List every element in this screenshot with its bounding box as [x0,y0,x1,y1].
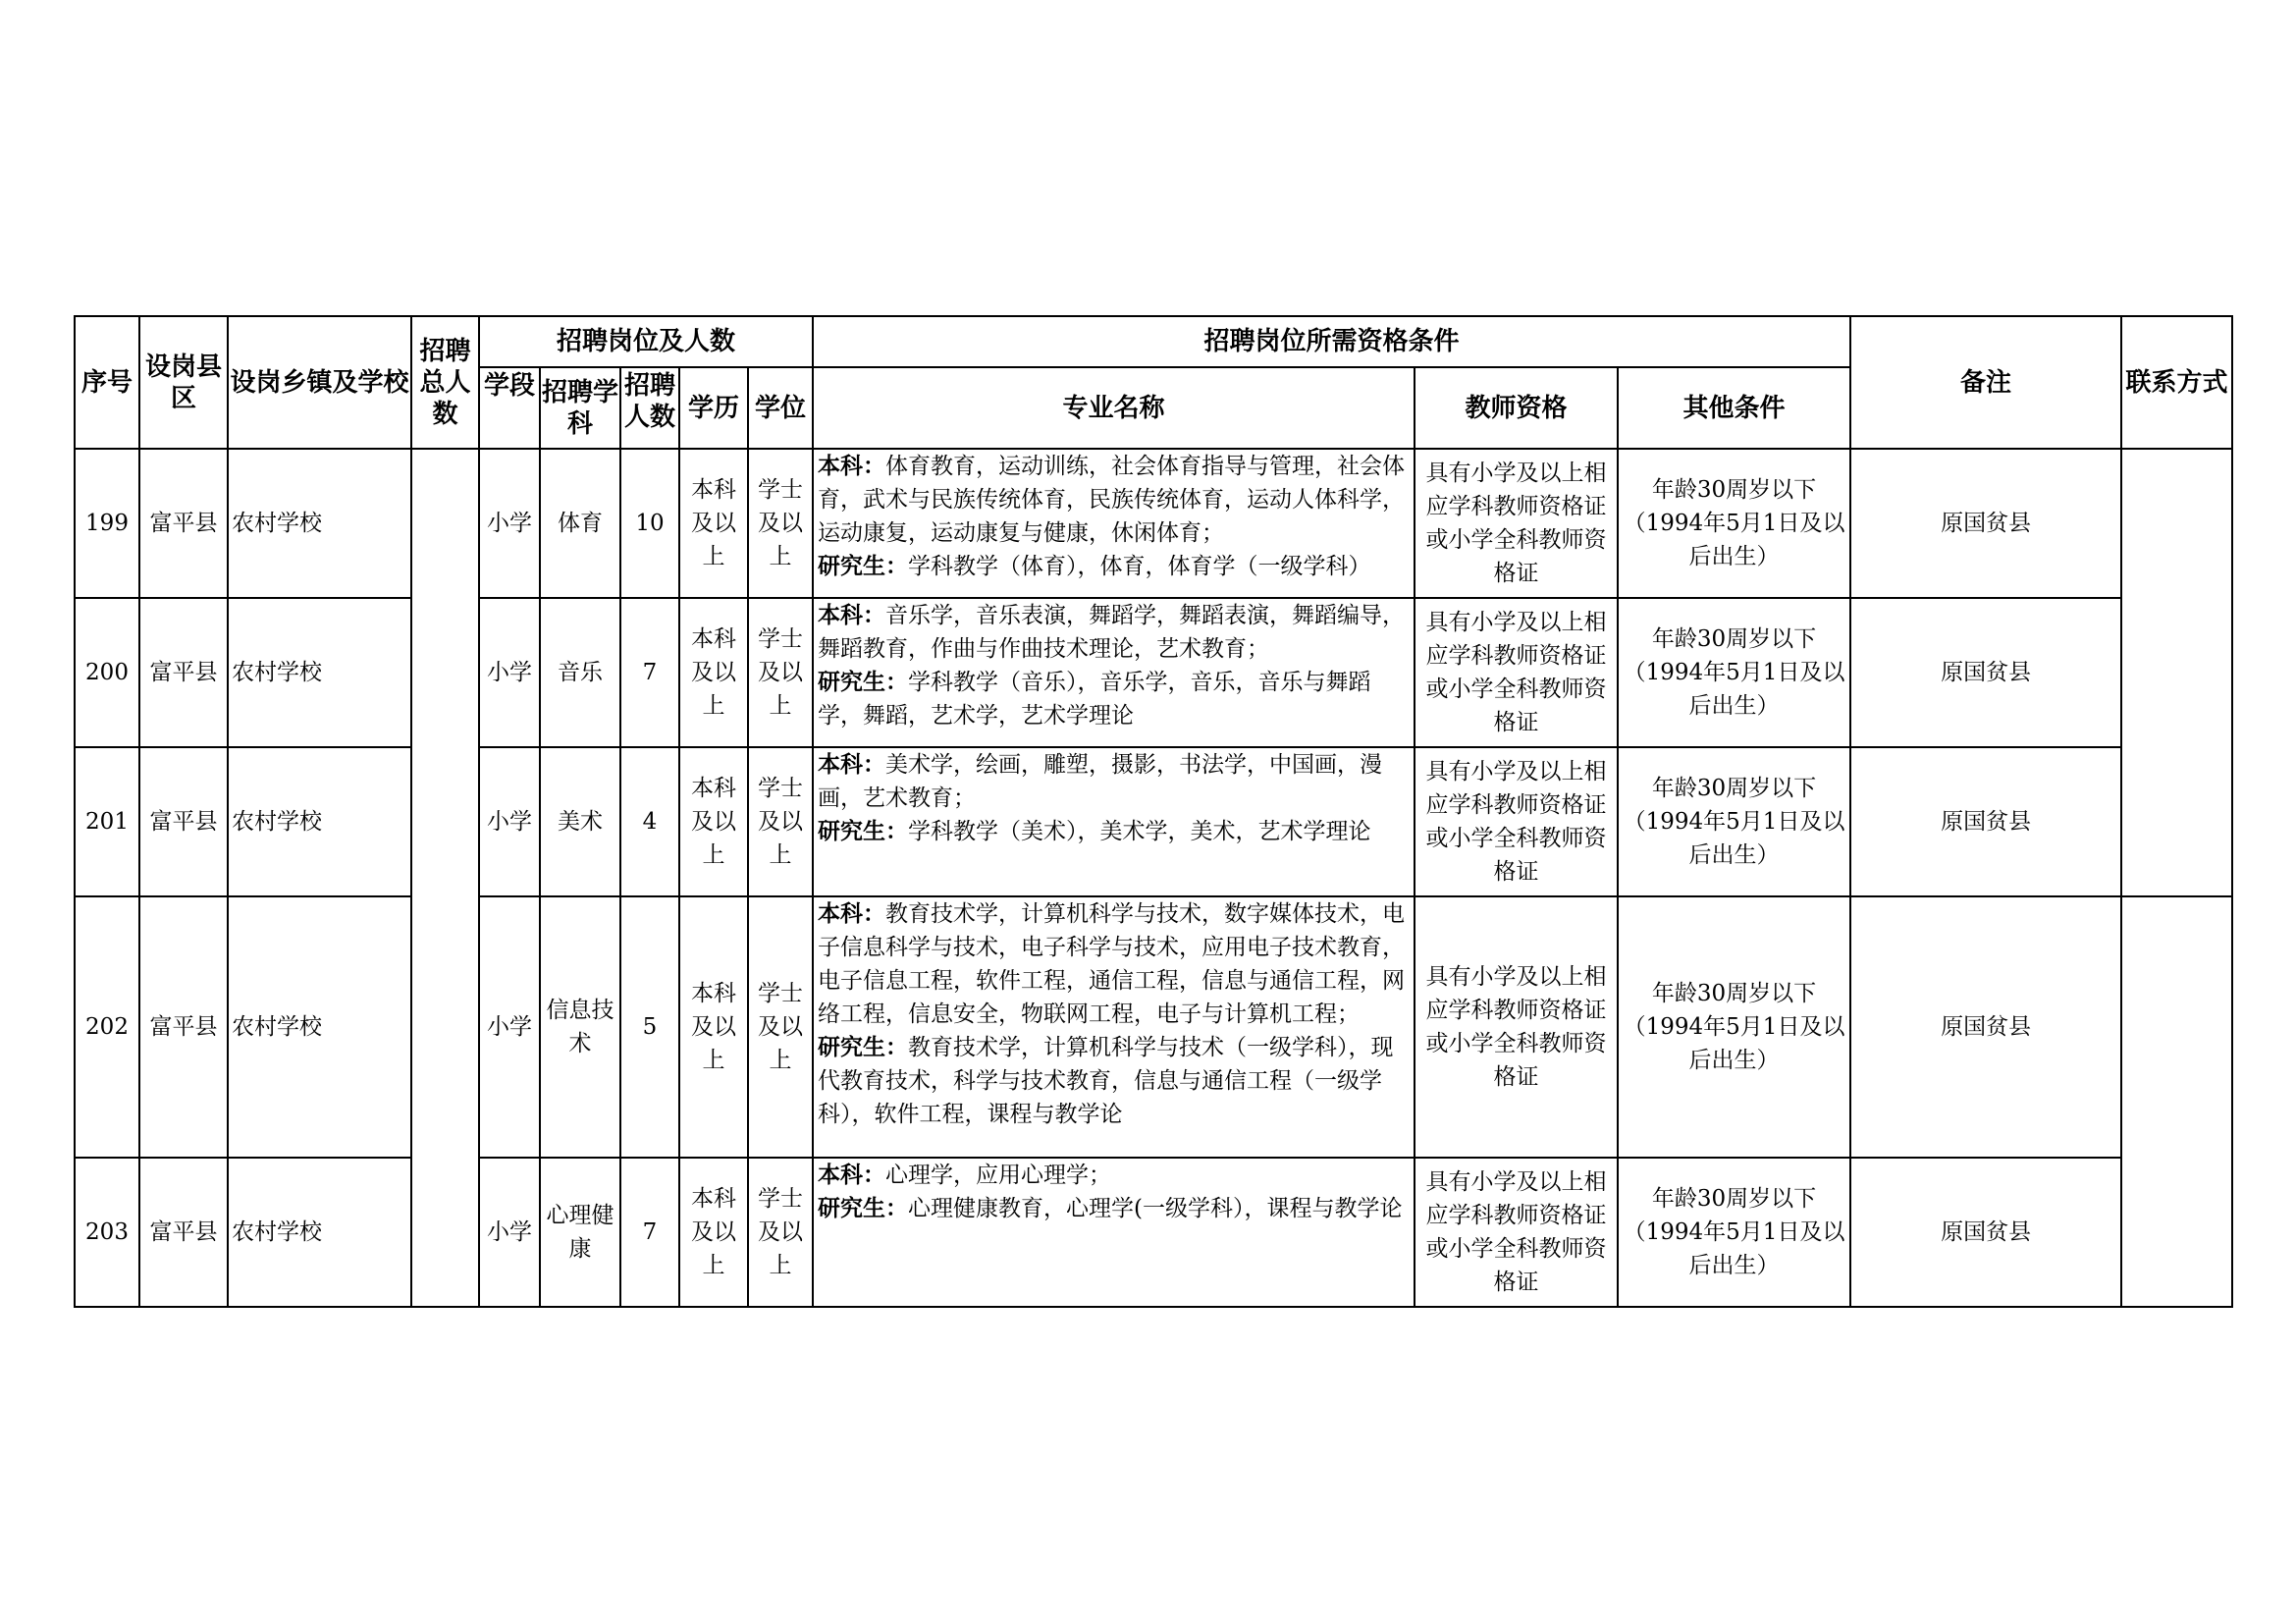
header-count [620,367,679,449]
cell-stage: 小学 [479,449,540,598]
cell-county: 富平县 [139,896,228,1158]
cell-remark: 原国贫县 [1850,449,2121,598]
header-major: 专业名称 [813,367,1415,449]
table-row [75,1158,2232,1307]
label-grad: 研究生： [818,670,909,695]
table-row [75,449,2232,598]
cell-degree: 学士及以上 [748,598,813,747]
cell-school: 农村学校 [228,747,411,896]
label-undergrad: 本科： [818,454,886,479]
cell-qualification: 具有小学及以上相应学科教师资格证或小学全科教师资格证 [1415,449,1618,598]
cell-school: 农村学校 [228,1158,411,1307]
cell-degree: 学士及以上 [748,747,813,896]
cell-other: 年龄30周岁以下（1994年5月1日及以后出生） [1618,449,1850,598]
label-grad: 研究生： [818,554,909,579]
cell-other: 年龄30周岁以下（1994年5月1日及以后出生） [1618,1158,1850,1307]
cell-education: 本科及以上 [679,598,748,747]
header-other: 其他条件 [1618,367,1850,449]
major-undergrad: 体育教育，运动训练，社会体育指导与管理，社会体育，武术与民族传统体育，民族传统体育，运动人体科学，运动康复，运动康复与健康，休闲体育； [818,454,1406,546]
cell-seq: 202 [75,896,139,1158]
cell-county: 富平县 [139,449,228,598]
major-undergrad: 教育技术学，计算机科学与技术，数字媒体技术，电子信息科学与技术，电子科学与技术，应用电子技术教育，电子信息工程，软件工程，通信工程，信息与通信工程，网络工程，信息安全，物联网工程，电子与计算机工程； [818,901,1406,1027]
cell-degree: 学士及以上 [748,896,813,1158]
cell-stage: 小学 [479,896,540,1158]
major-grad: 学科教学（体育），体育，体育学（一级学科） [908,554,1371,579]
header-count-text: 招聘人数 [623,370,675,432]
cell-remark: 原国贫县 [1850,598,2121,747]
cell-stage: 小学 [479,598,540,747]
cell-education: 本科及以上 [679,896,748,1158]
cell-degree: 学士及以上 [748,449,813,598]
cell-stage: 小学 [479,747,540,896]
cell-subject: 音乐 [540,598,620,747]
header-positions-group: 招聘岗位及人数 [479,316,813,367]
cell-stage: 小学 [479,1158,540,1307]
header-qualification: 教师资格 [1415,367,1618,449]
cell-other: 年龄30周岁以下（1994年5月1日及以后出生） [1618,747,1850,896]
cell-education: 本科及以上 [679,1158,748,1307]
label-grad: 研究生： [818,1196,909,1221]
cell-count: 7 [620,1158,679,1307]
cell-education: 本科及以上 [679,747,748,896]
cell-remark: 原国贫县 [1850,1158,2121,1307]
cell-seq: 203 [75,1158,139,1307]
cell-major [813,449,1415,598]
cell-school: 农村学校 [228,896,411,1158]
header-remark: 备注 [1850,316,2121,449]
major-grad: 学科教学（音乐），音乐学，音乐，音乐与舞蹈学，舞蹈，艺术学，艺术学理论 [818,670,1371,729]
cell-contact [2121,449,2232,896]
cell-county: 富平县 [139,1158,228,1307]
cell-contact [2121,896,2232,1307]
major-grad: 心理健康教育，心理学(一级学科），课程与教学论 [908,1196,1403,1221]
major-undergrad: 美术学，绘画，雕塑，摄影，书法学，中国画，漫画，艺术教育； [818,752,1383,811]
cell-county: 富平县 [139,747,228,896]
major-grad: 学科教学（美术），美术学，美术，艺术学理论 [908,819,1371,844]
cell-subject: 心理健康 [540,1158,620,1307]
header-contact: 联系方式 [2121,316,2232,449]
header-county: 设岗县区 [139,316,228,449]
cell-qualification: 具有小学及以上相应学科教师资格证或小学全科教师资格证 [1415,896,1618,1158]
header-requirements-group: 招聘岗位所需资格条件 [813,316,1850,367]
cell-total [411,449,479,1307]
major-grad: 教育技术学，计算机科学与技术（一级学科），现代教育技术，科学与技术教育，信息与通信工程（一级学科），软件工程，课程与教学论 [818,1035,1394,1127]
cell-count: 5 [620,896,679,1158]
header-stage-text: 学段 [483,370,535,401]
cell-remark: 原国贫县 [1850,747,2121,896]
table-row [75,598,2232,747]
recruitment-table-sheet [74,315,2233,1308]
major-undergrad: 心理学，应用心理学； [885,1163,1112,1188]
cell-qualification: 具有小学及以上相应学科教师资格证或小学全科教师资格证 [1415,1158,1618,1307]
cell-subject: 信息技术 [540,896,620,1158]
label-undergrad: 本科： [818,752,886,778]
cell-other: 年龄30周岁以下（1994年5月1日及以后出生） [1618,896,1850,1158]
cell-major [813,598,1415,747]
cell-qualification: 具有小学及以上相应学科教师资格证或小学全科教师资格证 [1415,747,1618,896]
cell-subject: 体育 [540,449,620,598]
cell-seq: 201 [75,747,139,896]
cell-count: 10 [620,449,679,598]
cell-school: 农村学校 [228,598,411,747]
cell-seq: 200 [75,598,139,747]
cell-major [813,896,1415,1158]
cell-degree: 学士及以上 [748,1158,813,1307]
major-undergrad: 音乐学，音乐表演，舞蹈学，舞蹈表演，舞蹈编导，舞蹈教育，作曲与作曲技术理论，艺术教育； [818,603,1406,662]
table-row [75,896,2232,1158]
cell-major [813,1158,1415,1307]
cell-major [813,747,1415,896]
label-grad: 研究生： [818,819,909,844]
cell-count: 7 [620,598,679,747]
cell-count: 4 [620,747,679,896]
cell-education: 本科及以上 [679,449,748,598]
label-grad: 研究生： [818,1035,909,1060]
label-undergrad: 本科： [818,603,886,628]
label-undergrad: 本科： [818,1163,886,1188]
cell-qualification: 具有小学及以上相应学科教师资格证或小学全科教师资格证 [1415,598,1618,747]
cell-remark: 原国贫县 [1850,896,2121,1158]
label-undergrad: 本科： [818,901,886,927]
header-stage [479,367,540,449]
cell-county: 富平县 [139,598,228,747]
header-school: 设岗乡镇及学校 [228,316,411,449]
cell-school: 农村学校 [228,449,411,598]
recruitment-table [74,315,2233,1308]
header-subject: 招聘学科 [540,367,620,449]
cell-other: 年龄30周岁以下（1994年5月1日及以后出生） [1618,598,1850,747]
cell-subject: 美术 [540,747,620,896]
header-total: 招聘总人数 [411,316,479,449]
header-seq: 序号 [75,316,139,449]
header-degree: 学位 [748,367,813,449]
header-education: 学历 [679,367,748,449]
table-row [75,747,2232,896]
cell-seq: 199 [75,449,139,598]
